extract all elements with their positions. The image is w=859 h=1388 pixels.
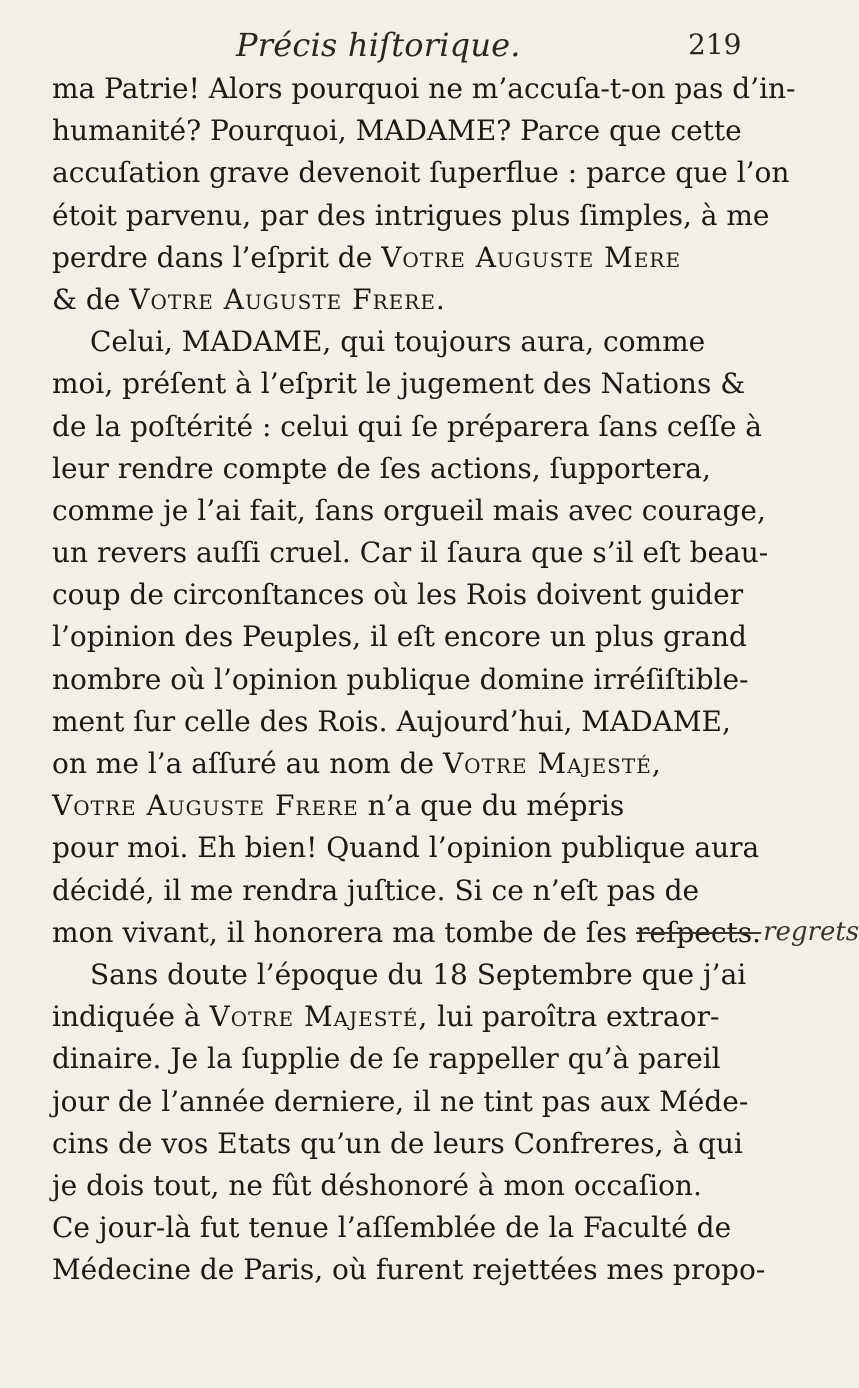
- text-line: l’opinion des Peuples, il eſt encore un plus grand: [52, 620, 747, 654]
- text-line: jour de l’année derniere, il ne tint pas aux Méde-: [52, 1084, 749, 1118]
- text-line: dinaire. Je la ſupplie de ſe rappeller qu’à pareil: [52, 1042, 721, 1076]
- text-line: Ce jour-là fut tenue l’aſſemblée de la Faculté de: [52, 1211, 732, 1245]
- text-line: cins de vos Etats qu’un de leurs Confreres, à qui: [52, 1126, 743, 1160]
- text-line: & de Votre Auguste Frere.: [52, 282, 446, 316]
- text-line: de la poſtérité : celui qui ſe préparera ſans ceſſe à: [52, 409, 762, 443]
- text-line: Médecine de Paris, où furent rejettées mes propo-: [52, 1253, 766, 1287]
- text-line: accuſation grave devenoit ſuperflue : parce que l’on: [52, 156, 790, 190]
- text-line: on me l’a aſſuré au nom de Votre Majesté,: [52, 747, 662, 780]
- small-caps-text: Votre Auguste Frere.: [129, 282, 446, 316]
- small-caps-text: Votre Majesté,: [209, 1000, 429, 1034]
- small-caps-text: Votre Auguste Mere: [381, 240, 682, 274]
- text-line: coup de circonſtances où les Rois doivent guider: [52, 578, 744, 612]
- running-title: Précis hiſtorique.: [236, 26, 521, 64]
- paragraph-start-line: Sans doute l’époque du 18 Septembre que j’ai: [90, 957, 747, 991]
- text-line: pour moi. Eh bien! Quand l’opinion publique aura: [52, 831, 760, 865]
- small-caps-text: Votre Majesté,: [442, 747, 662, 780]
- small-caps-text: Votre Auguste Frere: [52, 789, 359, 823]
- text-line: mon vivant, il honorera ma tombe de ſes reſpects.regrets: [52, 915, 859, 949]
- text-line: ment ſur celle des Rois. Aujourd’hui, MADAME,: [52, 704, 731, 738]
- text-line: je dois tout, ne fût déshonoré à mon occaſion.: [52, 1168, 702, 1202]
- struck-word: reſpects.: [636, 915, 762, 949]
- text-line: Votre Auguste Frere n’a que du mépris: [52, 789, 625, 823]
- text-line: moi, préſent à l’eſprit le jugement des Nations &: [52, 367, 746, 401]
- body-text: [52, 68, 859, 1291]
- text-line: perdre dans l’eſprit de Votre Auguste Mere: [52, 240, 682, 274]
- text-line: un revers auſſi cruel. Car il ſaura que s’il eſt beau-: [52, 536, 769, 570]
- text-line: comme je l’ai fait, ſans orgueil mais avec courage,: [52, 493, 766, 527]
- text-line: étoit parvenu, par des intrigues plus ſimples, à me: [52, 198, 770, 232]
- text-line: humanité? Pourquoi, MADAME? Parce que cette: [52, 114, 742, 148]
- text-line: décidé, il me rendra juſtice. Si ce n’eſt pas de: [52, 873, 700, 907]
- text-line: indiquée à Votre Majesté, lui paroîtra extraor-: [52, 1000, 720, 1034]
- page-number: 219: [688, 28, 742, 61]
- handwritten-correction: regrets: [763, 916, 859, 947]
- text-line: nombre où l’opinion publique domine irréſiſtible-: [52, 662, 749, 696]
- text-line: ma Patrie! Alors pourquoi ne m’accuſa-t-on pas d’in-: [52, 72, 796, 105]
- paragraph-start-line: Celui, MADAME, qui toujours aura, comme: [90, 325, 706, 359]
- text-line: leur rendre compte de ſes actions, ſupportera,: [52, 451, 711, 485]
